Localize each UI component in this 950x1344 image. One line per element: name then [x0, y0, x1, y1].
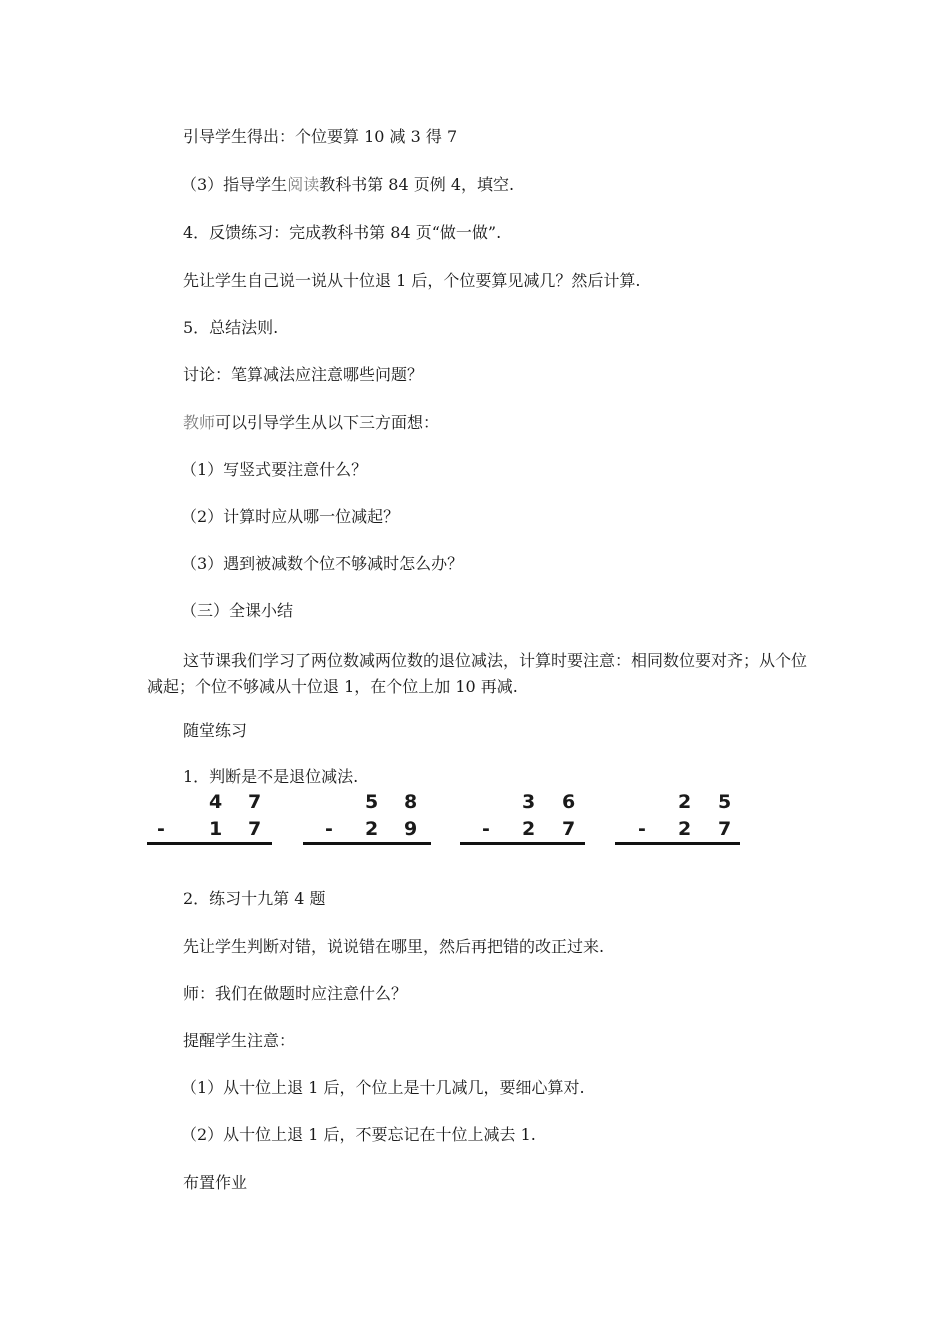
subtrahend-row	[147, 818, 277, 844]
minuend-row	[460, 791, 590, 817]
paragraph-exercise-1: 1．判断是不是退位减法.	[183, 767, 359, 786]
minus-sign: -	[157, 818, 165, 840]
subtraction-problem	[147, 791, 277, 855]
digit: 1	[209, 818, 223, 840]
list-item-remind-1: （1）从十位上退 1 后，个位上是十几减几，要细心算对.	[181, 1078, 585, 1097]
paragraph-discussion: 讨论：笔算减法应注意哪些问题？	[183, 365, 424, 384]
section-heading-summary: （三）全课小结	[181, 601, 294, 620]
text-segment: 可以引导学生从以下三方面想：	[215, 413, 440, 432]
paragraph-remind: 提醒学生注意：	[183, 1031, 296, 1050]
subtraction-problem	[615, 791, 745, 855]
digit: 7	[718, 818, 732, 840]
minuend-row	[303, 791, 433, 817]
text-segment: （3）指导学生	[181, 175, 288, 194]
subtraction-problem	[303, 791, 433, 855]
digit: 4	[209, 791, 223, 813]
digit: 2	[522, 818, 536, 840]
link-teacher[interactable]: 教师	[183, 413, 216, 432]
digit: 7	[562, 818, 576, 840]
subtrahend-row	[615, 818, 745, 844]
text-segment: 教科书第 84 页例 4，填空.	[319, 175, 515, 194]
digit: 2	[678, 791, 692, 813]
digit: 5	[365, 791, 379, 813]
minuend-row	[147, 791, 277, 817]
minus-sign: -	[638, 818, 646, 840]
answer-line	[303, 842, 431, 845]
section-heading-practice: 随堂练习	[183, 721, 248, 740]
subtrahend-row	[460, 818, 590, 844]
minus-sign: -	[325, 818, 333, 840]
subtraction-problem	[460, 791, 590, 855]
paragraph-teacher-guide	[183, 412, 439, 434]
link-reading[interactable]: 阅读	[287, 175, 320, 194]
digit: 2	[678, 818, 692, 840]
digit: 7	[248, 791, 262, 813]
subtrahend-row	[303, 818, 433, 844]
minus-sign: -	[482, 818, 490, 840]
section-heading-homework: 布置作业	[183, 1173, 248, 1192]
list-item-remind-2: （2）从十位上退 1 后，不要忘记在十位上减去 1.	[181, 1125, 536, 1144]
answer-line	[460, 842, 585, 845]
list-item-3: （3）遇到被减数个位不够减时怎么办？	[181, 554, 464, 573]
paragraph-exercise-2: 2．练习十九第 4 题	[183, 889, 326, 908]
paragraph-guide-reading	[181, 174, 514, 196]
digit: 7	[248, 818, 262, 840]
digit: 9	[404, 818, 418, 840]
list-item-2: （2）计算时应从哪一位减起？	[181, 507, 400, 526]
digit: 8	[404, 791, 418, 813]
list-item-1: （1）写竖式要注意什么？	[181, 460, 368, 479]
digit: 5	[718, 791, 732, 813]
answer-line	[615, 842, 740, 845]
paragraph-student-explain: 先让学生自己说一说从十位退 1 后，个位要算见减几？然后计算.	[183, 271, 641, 290]
digit: 3	[522, 791, 536, 813]
minuend-row	[615, 791, 745, 817]
paragraph-feedback-practice: 4．反馈练习：完成教科书第 84 页“做一做”.	[183, 223, 502, 242]
paragraph-guide-conclusion: 引导学生得出：个位要算 10 减 3 得 7	[183, 127, 458, 146]
answer-line	[147, 842, 272, 845]
paragraph-summary-rules: 5．总结法则.	[183, 318, 279, 337]
digit: 6	[562, 791, 576, 813]
paragraph-judge-errors: 先让学生判断对错，说说错在哪里，然后再把错的改正过来.	[183, 937, 605, 956]
paragraph-teacher-question: 师：我们在做题时应注意什么？	[183, 984, 408, 1003]
paragraph-lesson-summary: 这节课我们学习了两位数减两位数的退位减法，计算时要注意：相同数位要对齐；从个位减起；个位不够减从十位退 1，在个位上加 10 再减.	[147, 651, 808, 696]
digit: 2	[365, 818, 379, 840]
